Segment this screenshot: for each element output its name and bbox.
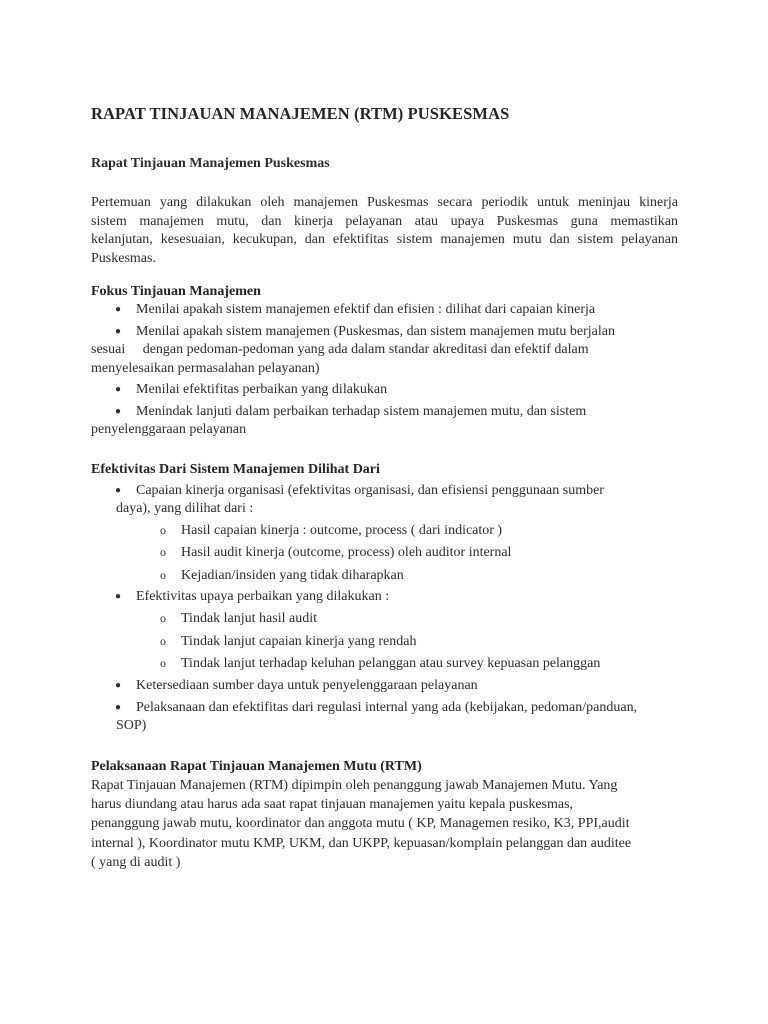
pelaksanaan-line: harus diundang atau harus ada saat rapat tinjauan manajemen yaitu kepala puskesmas, xyxy=(91,797,574,813)
intro-line: kelanjutan, kesesuaian, kecukupan, dan efektifitas sistem manajemen mutu dan sistem pelayanan xyxy=(91,232,678,248)
fokus-list-item xyxy=(91,323,678,378)
circle-bullet-icon: o xyxy=(160,634,166,648)
pelaksanaan-line: Rapat Tinjauan Manajemen (RTM) dipimpin oleh penanggung jawab Manajemen Mutu. Yang xyxy=(91,778,618,793)
list-item-text: Efektivitas upaya perbaikan yang dilakukan : xyxy=(136,589,390,604)
pelaksanaan-paragraph xyxy=(91,776,678,872)
bullet-icon: ● xyxy=(115,384,122,395)
sub-list-item xyxy=(160,654,600,673)
sub-list-item-text: Tindak lanjut capaian kinerja yang rendah xyxy=(181,634,417,649)
bullet-icon: ● xyxy=(115,485,122,496)
sub-list-item xyxy=(160,609,317,628)
sub-list-item-text: Kejadian/insiden yang tidak diharapkan xyxy=(181,568,404,583)
sub-list-item xyxy=(160,543,511,562)
bullet-icon: ● xyxy=(115,591,122,602)
pelaksanaan-line: internal ), Koordinator mutu KMP, UKM, dan UKPP, kepuasan/komplain pelanggan dan auditee xyxy=(91,835,632,851)
fokus-list-item xyxy=(117,301,678,319)
section-subtitle: Rapat Tinjauan Manajemen Puskesmas xyxy=(91,156,330,171)
circle-bullet-icon: o xyxy=(160,656,166,670)
fokus-heading: Fokus Tinjauan Manajemen xyxy=(91,284,261,299)
list-item-text: Menilai apakah sistem manajemen (Puskesmas, dan sistem manajemen mutu berjalan xyxy=(136,324,615,339)
sub-list-item-text: Hasil capaian kinerja : outcome, process ( dari indicator ) xyxy=(181,523,503,538)
list-item-text: Ketersediaan sumber daya untuk penyelenggaraan pelayanan xyxy=(136,678,478,693)
sub-list-item xyxy=(160,566,404,585)
bullet-icon: ● xyxy=(115,304,122,315)
document-title: RAPAT TINJAUAN MANAJEMEN (RTM) PUSKESMAS xyxy=(91,104,510,123)
list-item-text: penyelenggaraan pelayanan xyxy=(91,422,247,438)
circle-bullet-icon: o xyxy=(160,523,166,537)
sub-list-item xyxy=(160,632,416,651)
list-item-text: Menindak lanjuti dalam perbaikan terhadap sistem manajemen mutu, dan sistem xyxy=(136,404,587,419)
list-item-text: sesuai dengan pedoman-pedoman yang ada dalam standar akreditasi dan efektif dalam xyxy=(91,342,589,358)
sub-list-item-text: Tindak lanjut terhadap keluhan pelanggan atau survey kepuasan pelanggan xyxy=(181,656,601,671)
efektivitas-list-item xyxy=(117,699,678,736)
sub-list-item-text: Tindak lanjut hasil audit xyxy=(181,611,317,626)
sub-list-item xyxy=(160,521,502,540)
list-item-text: Menilai apakah sistem manajemen efektif dan efisien : dilihat dari capaian kinerja xyxy=(136,302,596,317)
bullet-icon: ● xyxy=(115,406,122,417)
list-item-text: Pelaksanaan dan efektifitas dari regulasi internal yang ada (kebijakan, pedoman/panduan, xyxy=(136,700,638,715)
list-item-text: daya), yang dilihat dari : xyxy=(116,501,254,517)
pelaksanaan-heading: Pelaksanaan Rapat Tinjauan Manajemen Mutu (RTM) xyxy=(91,759,422,774)
sub-list-item-text: Hasil audit kinerja (outcome, process) oleh auditor internal xyxy=(181,545,512,560)
bullet-icon: ● xyxy=(115,326,122,337)
bullet-icon: ● xyxy=(115,680,122,691)
pelaksanaan-line: ( yang di audit ) xyxy=(91,854,181,870)
intro-paragraph xyxy=(91,194,678,268)
circle-bullet-icon: o xyxy=(160,545,166,559)
efektivitas-list-item xyxy=(117,482,678,519)
intro-line: Puskesmas. xyxy=(91,250,156,266)
circle-bullet-icon: o xyxy=(160,568,166,582)
efektivitas-list-item xyxy=(117,677,678,695)
efektivitas-list-item xyxy=(117,588,678,606)
efektivitas-heading: Efektivitas Dari Sistem Manajemen Dilihat Dari xyxy=(91,462,380,477)
list-item-text: Capaian kinerja organisasi (efektivitas organisasi, dan efisiensi penggunaan sumber xyxy=(136,483,604,498)
bullet-icon: ● xyxy=(115,702,122,713)
fokus-list-item xyxy=(91,403,678,440)
list-item-text: menyelesaikan permasalahan pelayanan) xyxy=(91,360,320,376)
intro-line: Pertemuan yang dilakukan oleh manajemen Puskesmas secara periodik untuk meninjau kinerja xyxy=(91,195,678,210)
circle-bullet-icon: o xyxy=(160,611,166,625)
list-item-text: SOP) xyxy=(116,718,147,734)
list-item-text: Menilai efektifitas perbaikan yang dilakukan xyxy=(136,382,388,397)
pelaksanaan-line: penanggung jawab mutu, koordinator dan anggota mutu ( KP, Managemen resiko, K3, PPI,audit xyxy=(91,816,630,832)
intro-line: sistem manajemen mutu, dan kinerja pelayanan atau upaya Puskesmas guna memastikan xyxy=(91,213,678,229)
fokus-list-item xyxy=(117,381,678,399)
